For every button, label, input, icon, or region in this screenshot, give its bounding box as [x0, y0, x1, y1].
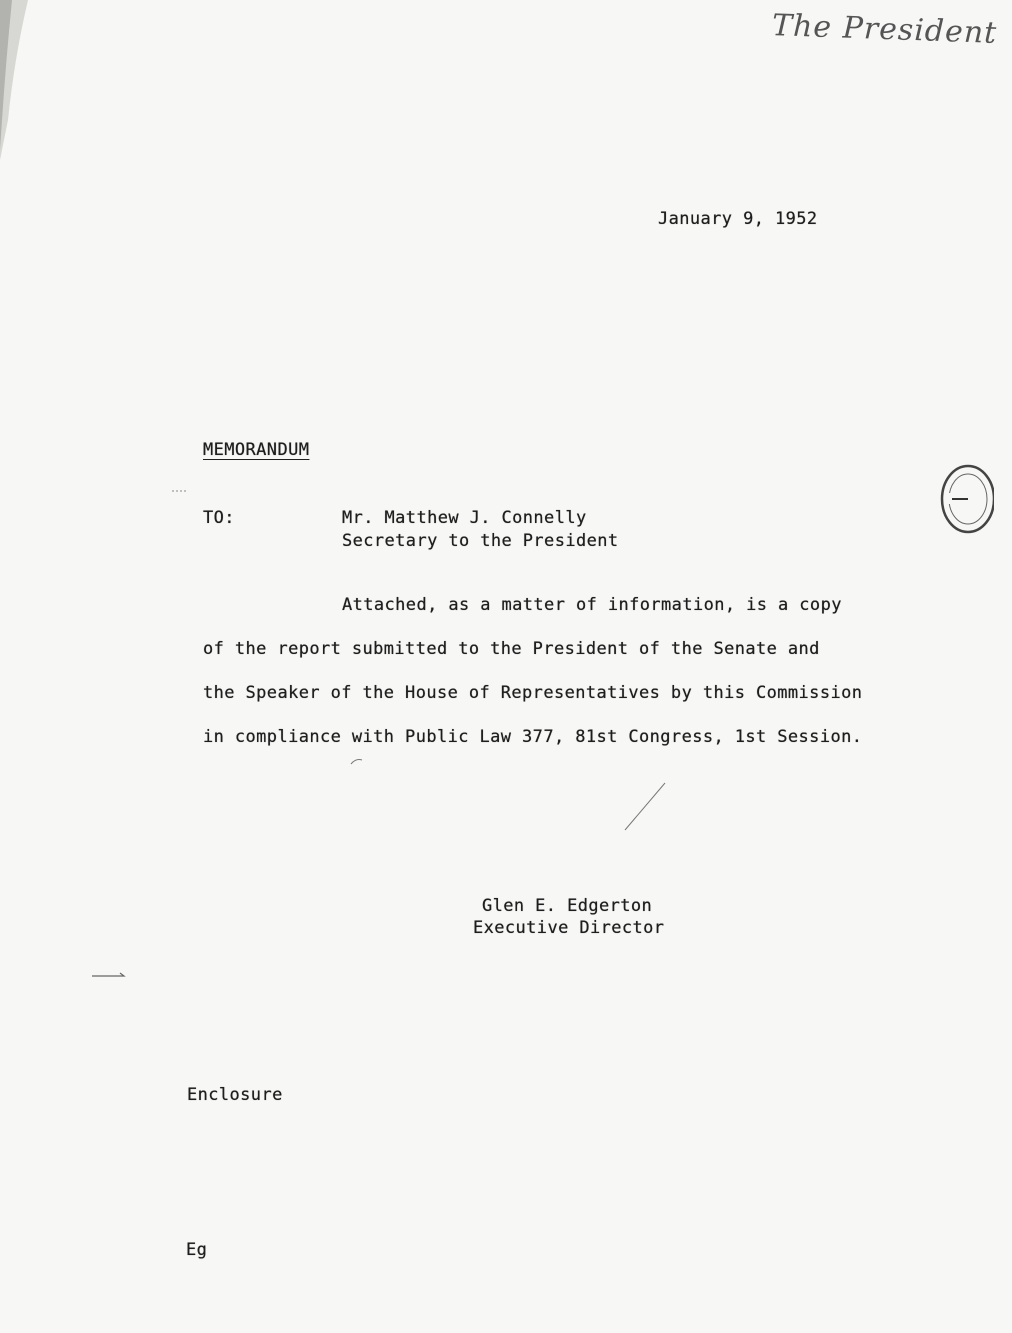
- pen-mark: [170, 487, 190, 495]
- memo-date: January 9, 1952: [658, 209, 818, 229]
- body-line: in compliance with Public Law 377, 81st Congress, 1st Session.: [203, 727, 863, 747]
- signature-name: Glen E. Edgerton: [482, 896, 653, 916]
- recipient-title: Secretary to the President: [342, 531, 619, 551]
- body-line: the Speaker of the House of Representatives by this Commission: [203, 683, 863, 703]
- pen-mark: [620, 780, 670, 835]
- to-label: TO:: [203, 508, 235, 528]
- recipient-name: Mr. Matthew J. Connelly: [342, 508, 587, 528]
- signature-title: Executive Director: [473, 918, 665, 938]
- archive-stamp: [934, 463, 994, 535]
- body-line: of the report submitted to the President of the Senate and: [203, 639, 820, 659]
- body-line: Attached, as a matter of information, is a copy: [342, 595, 842, 615]
- enclosure-label: Enclosure: [187, 1085, 283, 1105]
- handwritten-note: The President: [771, 8, 998, 51]
- page-edge-shadow: [0, 0, 60, 170]
- typist-initials: Eg: [186, 1240, 208, 1260]
- memo-heading: MEMORANDUM: [203, 440, 310, 460]
- pen-mark: [90, 970, 130, 982]
- pen-mark: [350, 757, 364, 765]
